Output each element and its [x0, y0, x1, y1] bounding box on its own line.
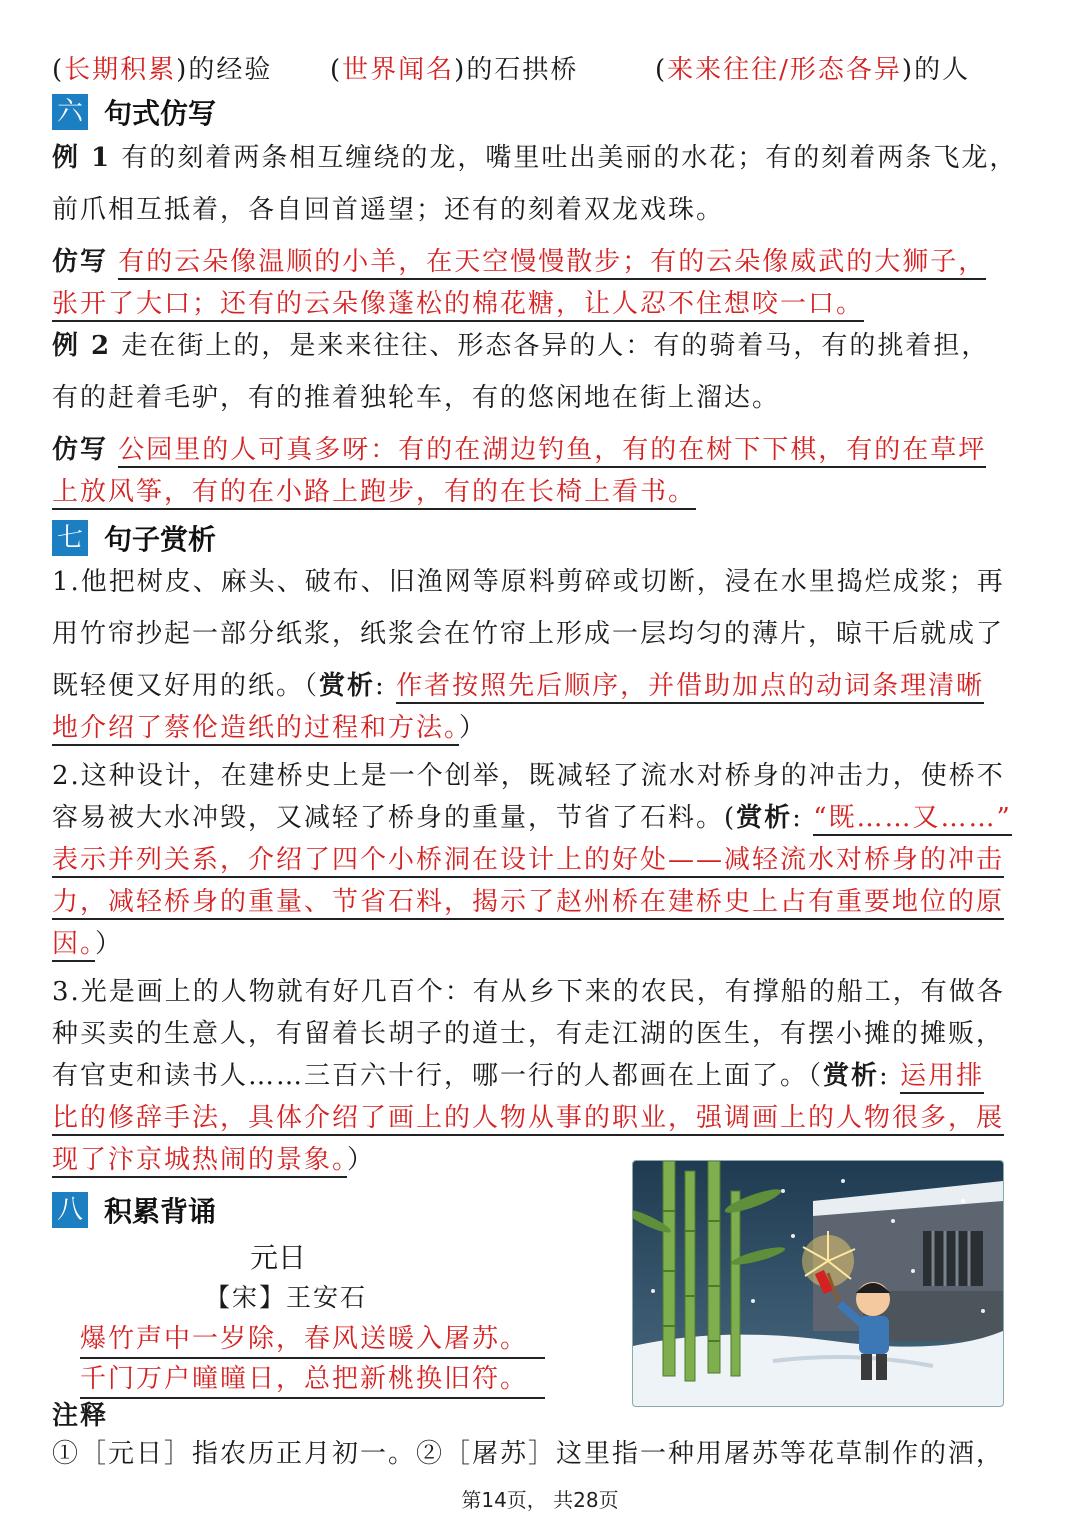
- example-2-line-2: 有的赶着毛驴，有的推着独轮车，有的悠闲地在街上溜达。: [52, 383, 781, 413]
- analysis-answer: “既……又……”: [813, 803, 1012, 836]
- analysis-answer: 比的修辞手法，具体介绍了画上的人物从事的职业，强调画上的人物很多，展: [52, 1103, 1004, 1136]
- section-header-7: [52, 518, 216, 558]
- analysis-answer: 力，减轻桥身的重量、节省石料，揭示了赵州桥在建桥史上占有重要地位的原: [52, 887, 1004, 920]
- section-header-6: [52, 92, 216, 132]
- section-title: 积累背诵: [104, 1195, 217, 1228]
- analysis-label: 赏析: [736, 803, 793, 833]
- poem-title: 元日: [250, 1241, 307, 1274]
- imitation-answer: 张开了大口；还有的云朵像蓬松的棉花糖，让人忍不住想咬一口。: [52, 289, 864, 322]
- q2-line-2: [52, 800, 1012, 836]
- section-header-8: [52, 1190, 216, 1230]
- page-number: 第14页， 共28页: [461, 1488, 619, 1512]
- q3-line-1: 3.光是画上的人物就有好几百个：有从乡下来的农民，有撑船的船工，有做各: [52, 977, 1005, 1007]
- q3-line-4: [52, 1100, 1004, 1136]
- top-fill-line-2: [330, 52, 578, 88]
- example-1-line-1: [52, 140, 1017, 176]
- poem-line-1: 爆竹声中一岁除，春风送暖入屠苏。: [80, 1318, 545, 1359]
- q2-line-4: [52, 884, 1004, 920]
- answer-1: 长期积累: [64, 55, 177, 85]
- q1-line-1: 1.他把树皮、麻头、破布、旧渔网等原料剪碎或切断，浸在水里捣烂成浆；再: [52, 567, 1005, 597]
- imitation-answer: 上放风筝，有的在小路上跑步，有的在长椅上看书。: [52, 477, 696, 510]
- imitation-2-line-1: [52, 432, 986, 468]
- paren: ）: [347, 1145, 376, 1175]
- question-text: 有官吏和读书人……三百六十行，哪一行的人都画在上面了。（: [52, 1061, 824, 1091]
- phrase-3: )的人: [901, 55, 971, 85]
- q2-line-3: [52, 842, 1004, 878]
- top-fill-line-3: [655, 52, 970, 88]
- poem-author: 【宋】王安石: [205, 1283, 368, 1312]
- analysis-answer: 地介绍了蔡伦造纸的过程和方法。: [52, 713, 459, 746]
- imitation-2-line-2: [52, 474, 696, 510]
- analysis-answer: 运用排: [900, 1061, 984, 1094]
- q3-line-2: 种买卖的生意人，有留着长胡子的道士，有走江湖的医生，有摆小摊的摊贩，: [52, 1019, 1005, 1049]
- question-text: 容易被大水冲毁，又减轻了桥身的重量，节省了石料。(: [52, 803, 737, 833]
- example-text: 有的刻着两条相互缠绕的龙，嘴里吐出美丽的水花；有的刻着两条飞龙，: [111, 143, 1018, 173]
- section-title: 句子赏析: [104, 523, 217, 556]
- paren: ）: [459, 713, 488, 743]
- q3-line-5: [52, 1142, 375, 1178]
- top-fill-line: [52, 52, 272, 88]
- phrase-1: )的经验: [176, 55, 273, 85]
- q1-line-2: 用竹帘抄起一部分纸浆，纸浆会在竹帘上形成一层均匀的薄片，晾干后就成了: [52, 619, 1005, 649]
- answer-2: 世界闻名: [342, 55, 455, 85]
- paren: (: [52, 55, 65, 85]
- imitation-1-line-2: [52, 286, 864, 322]
- boy-firecracker-illustration: [632, 1160, 1004, 1407]
- example-1-line-2: 前爪相互抵着，各自回首遥望；还有的刻着双龙戏珠。: [52, 195, 725, 225]
- section-number: 六: [52, 94, 88, 130]
- answer-3: 来来往往/形态各异: [667, 55, 902, 85]
- q1-line-4: [52, 710, 487, 746]
- paren: (: [655, 55, 668, 85]
- snow-scene-icon: [633, 1161, 1003, 1406]
- imitation-label: 仿写: [52, 435, 109, 465]
- question-text: 既轻便又好用的纸。（: [52, 671, 320, 701]
- colon: :: [375, 671, 386, 701]
- analysis-answer: 现了汴京城热闹的景象。: [52, 1145, 347, 1178]
- imitation-1-line-1: [52, 244, 986, 280]
- analysis-answer: 因。: [52, 929, 95, 962]
- imitation-answer: 公园里的人可真多呀：有的在湖边钓鱼，有的在树下下棋，有的在草坪: [118, 435, 986, 468]
- imitation-answer: 有的云朵像温顺的小羊，在天空慢慢散步；有的云朵像威武的大狮子，: [118, 247, 986, 280]
- paren: ）: [95, 929, 124, 959]
- notes-label: 注释: [52, 1401, 109, 1431]
- section-number: 八: [52, 1192, 88, 1228]
- q1-line-3: [52, 668, 984, 704]
- example-text: 走在街上的，是来来往往、形态各异的人：有的骑着马，有的挑着担，: [111, 331, 990, 361]
- notes-line: ①［元日］指农历正月初一。②［屠苏］这里指一种用屠苏等花草制作的酒，: [52, 1439, 1005, 1469]
- q3-line-3: [52, 1058, 984, 1094]
- colon: :: [792, 803, 803, 833]
- poem-line-2: 千门万户曈曈日，总把新桃换旧符。: [80, 1358, 545, 1399]
- analysis-label: 赏析: [319, 671, 376, 701]
- example-label: 例 2: [52, 331, 112, 361]
- colon: :: [879, 1061, 890, 1091]
- q2-line-1: 2.这种设计，在建桥史上是一个创举，既减轻了流水对桥身的冲击力，使桥不: [52, 761, 1005, 791]
- paren: (: [330, 55, 343, 85]
- section-number: 七: [52, 520, 88, 556]
- analysis-answer: 表示并列关系，介绍了四个小桥洞在设计上的好处——减轻流水对桥身的冲击: [52, 845, 1004, 878]
- imitation-label: 仿写: [52, 247, 109, 277]
- phrase-2: )的石拱桥: [454, 55, 579, 85]
- q2-line-5: [52, 926, 123, 962]
- analysis-answer: 作者按照先后顺序，并借助加点的动词条理清晰: [396, 671, 984, 704]
- section-title: 句式仿写: [104, 97, 217, 130]
- example-2-line-1: [52, 328, 989, 364]
- example-label: 例 1: [52, 143, 112, 173]
- analysis-label: 赏析: [823, 1061, 880, 1091]
